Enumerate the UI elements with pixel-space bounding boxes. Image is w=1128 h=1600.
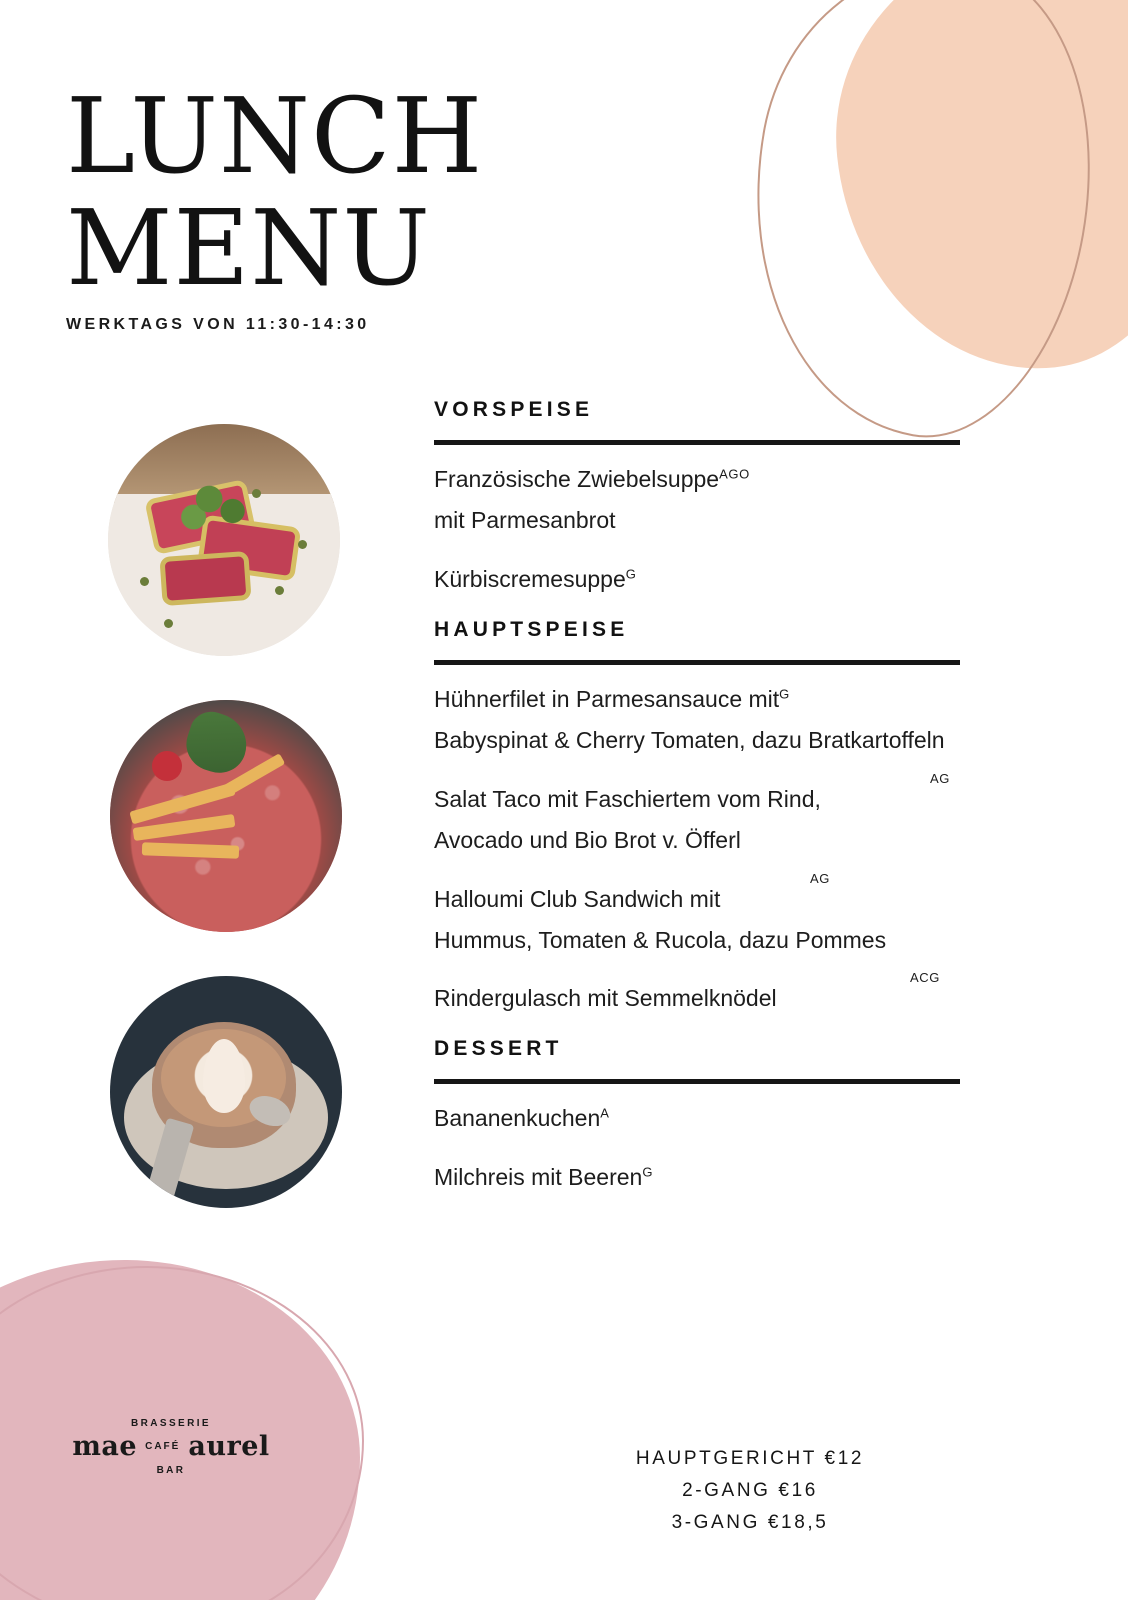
menu-item-name: Französische Zwiebelsuppe (434, 466, 720, 492)
section-heading-dessert: DESSERT (434, 1037, 563, 1061)
dish-photo-starter (108, 424, 340, 656)
logo-bottom-word: BAR (156, 1465, 186, 1476)
menu-item (434, 1157, 960, 1198)
menu-item-name: Milchreis mit Beeren (434, 1164, 643, 1191)
allergen-code: A (600, 1105, 610, 1121)
logo-top-word: BRASSERIE (131, 1418, 211, 1429)
logo-word-left: mae (72, 1431, 138, 1462)
menu-item (434, 459, 960, 541)
drink-photo-coffee (110, 976, 342, 1208)
price-two-course: 2-GANG €16 (682, 1480, 818, 1501)
allergen-code: G (779, 686, 790, 702)
menu-item-name: Hühnerfilet in Parmesansauce mit (434, 685, 780, 712)
page-header (66, 75, 484, 334)
price-main-course: HAUPTGERICHT €12 (635, 1448, 865, 1469)
restaurant-logo (56, 1418, 286, 1476)
menu-item-name-cont: mit Parmesanbrot (434, 506, 616, 533)
price-three-course: 3-GANG €18,5 (671, 1512, 829, 1533)
menu-item-name: Halloumi Club Sandwich mit (434, 885, 721, 912)
dish-photo-main (110, 700, 342, 932)
logo-word-right: aurel (188, 1431, 270, 1462)
section-divider-dessert (434, 1079, 960, 1084)
menu-item (434, 679, 960, 761)
menu-item-name: Kürbiscremesuppe (434, 565, 626, 592)
section-divider-starter (434, 440, 960, 445)
menu-item-name-cont: Hummus, Tomaten & Rucola, dazu Pommes (434, 926, 887, 953)
menu-item-name: Salat Taco mit Faschiertem vom Rind, (434, 785, 821, 812)
page-title-line-2: MENU (66, 186, 432, 309)
section-heading-main: HAUPTSPEISE (434, 617, 629, 641)
menu-item (434, 1098, 960, 1139)
allergen-code: G (642, 1164, 654, 1180)
allergen-code: G (625, 566, 637, 582)
menu-item (434, 559, 960, 600)
allergen-code: AGO (719, 466, 750, 482)
menu-item: AG Halloumi Club Sandwich mit Hummus, Tomaten & Rucola, dazu Pommes (434, 870, 887, 953)
menu-item-name-cont: Avocado und Bio Brot v. Öfferl (434, 826, 741, 853)
menu-content (434, 398, 960, 1216)
menu-item: AG Salat Taco mit Faschiertem vom Rind, Avocado und Bio Brot v. Öfferl (434, 770, 950, 853)
menu-item-name-cont: Babyspinat & Cherry Tomaten, dazu Bratkartoffeln (434, 726, 945, 753)
logo-word-middle: CAFÉ (145, 1441, 181, 1452)
logo-main-words (56, 1431, 286, 1462)
opening-hours: WERKTAGS VON 11:30-14:30 (66, 315, 370, 333)
peach-outline-decoration (715, 0, 1126, 459)
menu-item-name: Bananenkuchen (434, 1105, 601, 1132)
menu-item: ACG Rindergulasch mit Semmelknödel (434, 970, 940, 1012)
section-divider-main (434, 660, 960, 665)
menu-item-name: Rindergulasch mit Semmelknödel (434, 985, 777, 1012)
price-list (540, 1448, 960, 1544)
section-heading-starter: VORSPEISE (434, 398, 594, 421)
page-title-line-1: LUNCH (66, 75, 484, 197)
